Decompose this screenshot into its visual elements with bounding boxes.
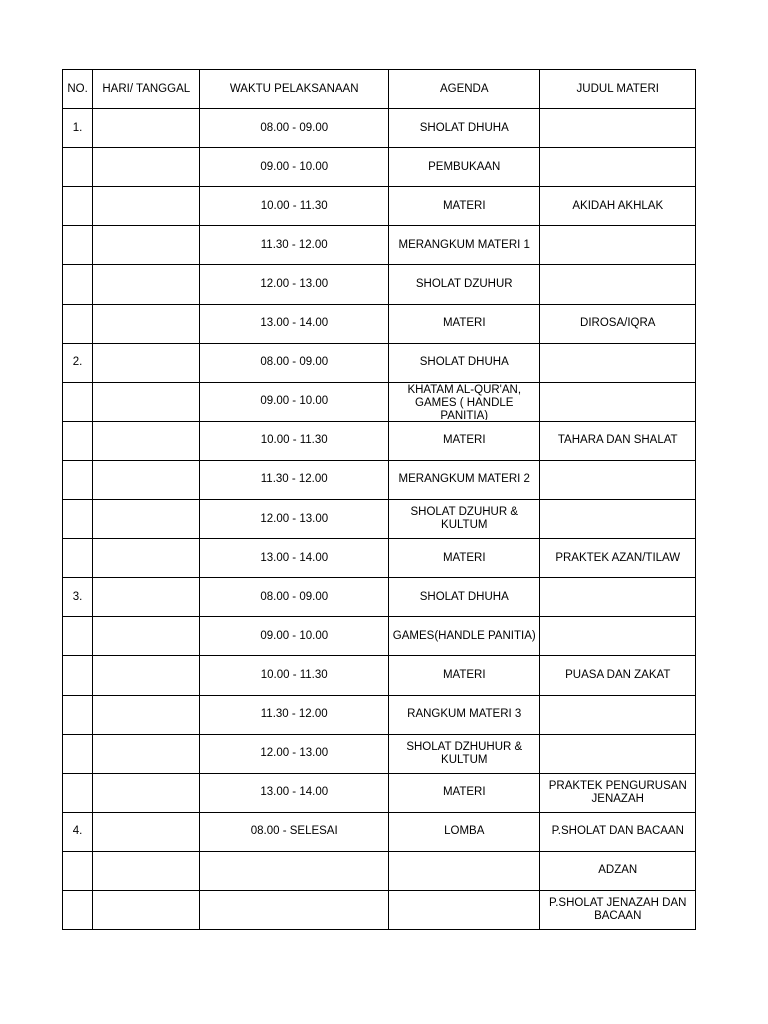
cell-agenda-text: SHOLAT DZUHUR (415, 278, 513, 291)
cell-agenda (389, 773, 540, 812)
cell-no-text: 2. (72, 356, 83, 369)
cell-time-text: 08.00 - 09.00 (260, 590, 329, 603)
cell-topic (540, 812, 696, 851)
cell-time (200, 304, 389, 343)
cell-time-text: 10.00 - 11.30 (260, 199, 328, 212)
table-row (63, 851, 696, 890)
table-row (63, 656, 696, 695)
schedule-body (63, 109, 696, 930)
cell-agenda (389, 187, 540, 226)
cell-time-text: 09.00 - 10.00 (260, 395, 329, 408)
header-agenda: AGENDA (389, 70, 540, 109)
cell-agenda (389, 460, 540, 499)
cell-time (200, 812, 389, 851)
cell-topic (540, 187, 696, 226)
cell-topic-text: PRAKTEK PENGURUSAN JENAZAH (548, 779, 687, 805)
cell-time-text: 08.00 - 09.00 (260, 356, 329, 369)
cell-topic (540, 890, 696, 929)
cell-day-date (93, 500, 200, 539)
table-row (63, 460, 696, 499)
cell-time-text: 09.00 - 10.00 (260, 160, 329, 173)
cell-no (63, 695, 93, 734)
cell-agenda (389, 695, 540, 734)
cell-topic-text: PRAKTEK AZAN/TILAW (555, 551, 681, 564)
table-row (63, 578, 696, 617)
cell-day-date (93, 851, 200, 890)
cell-agenda (389, 656, 540, 695)
cell-agenda-text: MERANGKUM MATERI 1 (398, 238, 530, 251)
cell-time (200, 382, 389, 421)
cell-day-date (93, 421, 200, 460)
cell-time (200, 617, 389, 656)
cell-agenda (389, 421, 540, 460)
cell-no (63, 460, 93, 499)
table-row (63, 695, 696, 734)
cell-agenda (389, 539, 540, 578)
cell-agenda (389, 734, 540, 773)
table-row (63, 539, 696, 578)
cell-topic-text: DIROSA/IQRA (580, 317, 656, 330)
cell-topic-text: TAHARA DAN SHALAT (557, 434, 678, 447)
cell-agenda-text: SHOLAT DHUHA (419, 590, 509, 603)
cell-topic (540, 265, 696, 304)
cell-no (63, 382, 93, 421)
cell-topic (540, 500, 696, 539)
cell-agenda-text: MATERI (442, 551, 486, 564)
header-no: NO. (63, 70, 93, 109)
table-row (63, 226, 696, 265)
cell-topic-text: P.SHOLAT JENAZAH DAN BACAAN (549, 897, 687, 923)
cell-agenda-text: GAMES(HANDLE PANITIA) (392, 629, 536, 642)
cell-time-text: 10.00 - 11.30 (260, 668, 328, 681)
cell-day-date (93, 109, 200, 148)
cell-no-text: 3. (72, 590, 83, 603)
table-row (63, 421, 696, 460)
header-topic: JUDUL MATERI (540, 70, 696, 109)
cell-day-date (93, 695, 200, 734)
cell-agenda-text: MERANGKUM MATERI 2 (398, 473, 530, 486)
cell-time (200, 226, 389, 265)
cell-time (200, 148, 389, 187)
cell-day-date (93, 226, 200, 265)
cell-no (63, 421, 93, 460)
cell-agenda (389, 343, 540, 382)
cell-topic (540, 304, 696, 343)
cell-no (63, 343, 93, 382)
cell-time (200, 656, 389, 695)
cell-day-date (93, 656, 200, 695)
cell-no (63, 226, 93, 265)
cell-time-text: 12.00 - 13.00 (260, 278, 329, 291)
cell-no-text: 4. (72, 825, 83, 838)
cell-time (200, 851, 389, 890)
cell-no (63, 773, 93, 812)
cell-time (200, 773, 389, 812)
cell-time-text: 12.00 - 13.00 (260, 512, 329, 525)
cell-no (63, 304, 93, 343)
cell-no-text: 1. (72, 121, 83, 134)
cell-time (200, 578, 389, 617)
cell-day-date (93, 578, 200, 617)
cell-time-text: 13.00 - 14.00 (260, 786, 329, 799)
cell-time-text: 12.00 - 13.00 (260, 747, 329, 760)
cell-agenda (389, 382, 540, 421)
cell-day-date (93, 812, 200, 851)
cell-day-date (93, 382, 200, 421)
cell-time (200, 265, 389, 304)
cell-no (63, 578, 93, 617)
schedule-table (62, 69, 696, 930)
cell-agenda-text: SHOLAT DHUHA (419, 121, 509, 134)
cell-topic-text: PUASA DAN ZAKAT (565, 668, 671, 681)
cell-agenda (389, 578, 540, 617)
header-row (63, 70, 696, 109)
cell-no (63, 109, 93, 148)
cell-agenda-text: MATERI (442, 199, 486, 212)
cell-day-date (93, 304, 200, 343)
cell-agenda-text: MATERI (442, 786, 486, 799)
table-row (63, 109, 696, 148)
cell-topic-text: AKIDAH AKHLAK (572, 199, 664, 212)
cell-time-text: 11.30 - 12.00 (260, 473, 328, 486)
cell-agenda-text: PEMBUKAAN (428, 160, 501, 173)
cell-topic-text: P.SHOLAT DAN BACAAN (551, 825, 684, 838)
cell-no (63, 734, 93, 773)
cell-agenda-text: RANGKUM MATERI 3 (407, 708, 522, 721)
cell-day-date (93, 187, 200, 226)
cell-day-date (93, 148, 200, 187)
cell-no (63, 500, 93, 539)
cell-agenda-text: MATERI (442, 317, 486, 330)
cell-topic (540, 851, 696, 890)
cell-day-date (93, 460, 200, 499)
cell-agenda (389, 890, 540, 929)
cell-time (200, 421, 389, 460)
table-row (63, 773, 696, 812)
cell-agenda (389, 617, 540, 656)
cell-no (63, 656, 93, 695)
cell-no (63, 890, 93, 929)
cell-time (200, 539, 389, 578)
cell-time-text: 11.30 - 12.00 (260, 708, 328, 721)
cell-time-text: 13.00 - 14.00 (260, 317, 329, 330)
cell-no (63, 851, 93, 890)
cell-agenda-text: KHATAM AL-QUR'AN, GAMES ( HANDLE PANITIA) (407, 383, 522, 420)
table-row (63, 734, 696, 773)
cell-no (63, 265, 93, 304)
cell-agenda (389, 500, 540, 539)
table-row (63, 382, 696, 421)
cell-topic (540, 578, 696, 617)
cell-agenda (389, 851, 540, 890)
cell-topic (540, 773, 696, 812)
table-row (63, 890, 696, 929)
cell-agenda (389, 226, 540, 265)
table-row (63, 148, 696, 187)
cell-agenda-text: SHOLAT DZUHUR & KULTUM (410, 506, 519, 532)
cell-topic-text: ADZAN (598, 864, 638, 877)
header-day-date: HARI/ TANGGAL (93, 70, 200, 109)
cell-time (200, 187, 389, 226)
cell-no (63, 617, 93, 656)
cell-time-text: 09.00 - 10.00 (260, 629, 329, 642)
cell-agenda (389, 304, 540, 343)
cell-time-text: 08.00 - 09.00 (260, 121, 329, 134)
cell-day-date (93, 773, 200, 812)
header-time: WAKTU PELAKSANAAN (200, 70, 389, 109)
cell-time-text: 10.00 - 11.30 (260, 434, 328, 447)
cell-day-date (93, 617, 200, 656)
table-row (63, 304, 696, 343)
cell-topic (540, 343, 696, 382)
cell-topic (540, 539, 696, 578)
cell-agenda-text: MATERI (442, 668, 486, 681)
cell-topic (540, 695, 696, 734)
cell-agenda-text: LOMBA (444, 825, 485, 838)
cell-agenda (389, 812, 540, 851)
cell-topic (540, 226, 696, 265)
cell-topic (540, 656, 696, 695)
cell-topic (540, 460, 696, 499)
cell-time-text: 08.00 - SELESAI (250, 825, 338, 838)
table-row (63, 343, 696, 382)
cell-agenda-text: MATERI (442, 434, 486, 447)
cell-day-date (93, 343, 200, 382)
cell-topic (540, 109, 696, 148)
cell-day-date (93, 265, 200, 304)
cell-topic (540, 148, 696, 187)
cell-time-text: 13.00 - 14.00 (260, 551, 329, 564)
table-row (63, 265, 696, 304)
cell-agenda (389, 148, 540, 187)
cell-topic (540, 734, 696, 773)
cell-day-date (93, 890, 200, 929)
cell-topic (540, 421, 696, 460)
cell-no (63, 187, 93, 226)
cell-no (63, 148, 93, 187)
cell-time (200, 695, 389, 734)
table-row (63, 500, 696, 539)
table-row (63, 617, 696, 656)
table-row (63, 812, 696, 851)
cell-agenda-text: SHOLAT DHUHA (419, 356, 509, 369)
cell-agenda (389, 109, 540, 148)
cell-time (200, 109, 389, 148)
table-row (63, 187, 696, 226)
cell-time (200, 734, 389, 773)
cell-agenda-text: SHOLAT DZHUHUR & KULTUM (406, 740, 523, 766)
cell-agenda (389, 265, 540, 304)
cell-day-date (93, 539, 200, 578)
cell-time-text: 11.30 - 12.00 (260, 238, 328, 251)
cell-no (63, 812, 93, 851)
cell-time (200, 500, 389, 539)
cell-day-date (93, 734, 200, 773)
cell-time (200, 343, 389, 382)
cell-topic (540, 617, 696, 656)
cell-time (200, 460, 389, 499)
cell-time (200, 890, 389, 929)
cell-no (63, 539, 93, 578)
cell-topic (540, 382, 696, 421)
